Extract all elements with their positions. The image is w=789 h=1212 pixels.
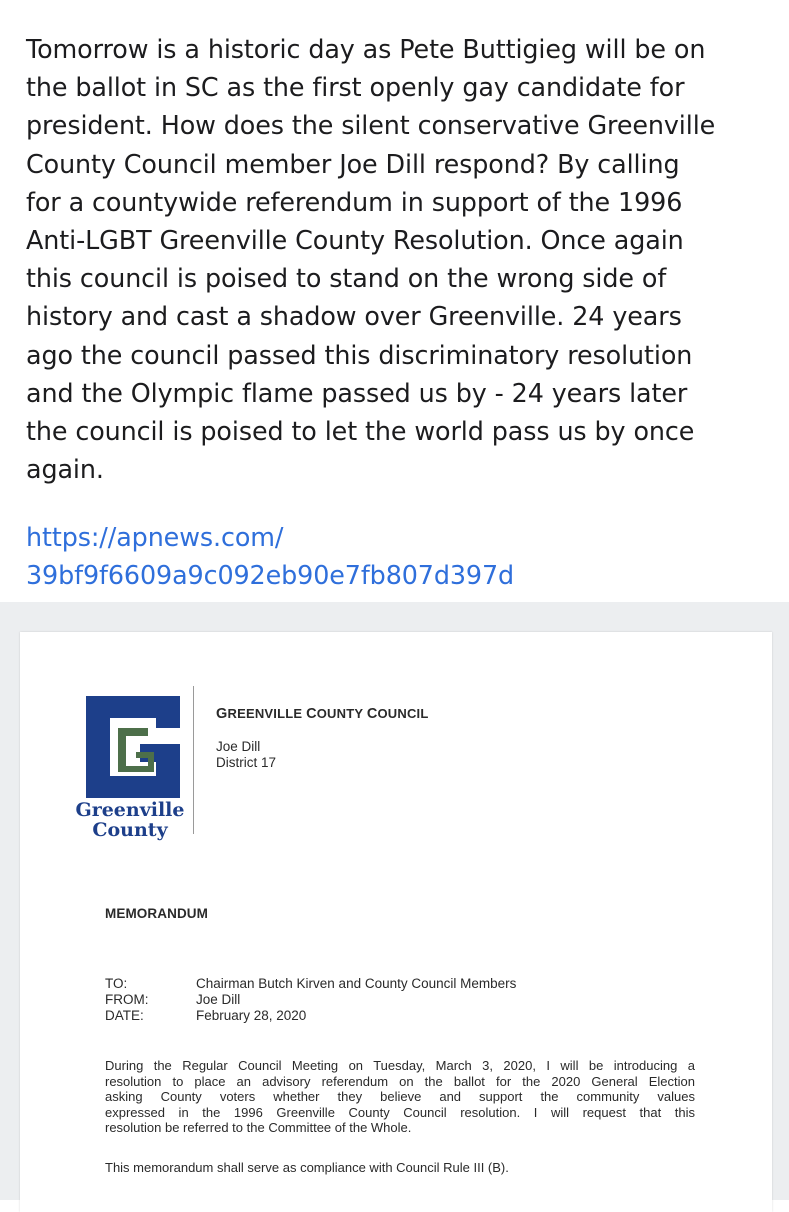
memo-body-line: asking County voters whether they believe and support the community values [105,1089,695,1105]
memo-row-to [105,976,516,992]
memo-label: TO: [105,976,128,991]
attached-image[interactable] [0,618,789,1200]
post-text-line: ago the council passed this discriminatory resolution [26,339,693,370]
post-text-line: Tomorrow is a historic day as Pete Buttigieg will be on [26,34,706,64]
council-heading-part: G [216,706,228,722]
memo-value: February 28, 2020 [196,1008,307,1023]
post-text-line: the council is poised to let the world pass us by once [26,416,695,447]
memo-title: MEMORANDUM [105,906,208,921]
post-card [0,0,789,602]
post-text-line: the ballot in SC as the first openly gay candidate for [26,72,685,103]
memo-body [105,1058,695,1136]
council-heading-part: OUNTY [316,706,367,721]
news-link-line[interactable]: https://apnews.com/ [26,522,284,552]
memo-footer: This memorandum shall serve as compliance with Council Rule III (B). [105,1160,509,1175]
memo-value: Joe Dill [196,992,241,1007]
council-heading [216,706,429,722]
logo-wordmark-greenville: Greenville [75,799,185,821]
section-divider [0,602,789,618]
memo-value: Chairman Butch Kirven and County Council Members [196,976,517,991]
memo-row-from [105,992,516,1008]
letterhead-divider [193,686,194,834]
memo-label: DATE: [105,1008,144,1023]
memo-row-date [105,1008,516,1024]
greenville-county-logo-icon [78,688,194,808]
post-text-line: history and cast a shadow over Greenville. 24 years [26,301,682,332]
member-district: District 17 [216,755,277,770]
news-link[interactable] [26,518,771,594]
memo-label: FROM: [105,992,149,1007]
post-text [26,30,771,488]
memo-body-line: resolution be referred to the Committee of the Whole. [105,1120,412,1136]
post-text-line: this council is poised to stand on the wrong side of [26,263,667,294]
post-text-line: County Council member Joe Dill respond? By calling [26,148,680,179]
news-link-line[interactable]: 39bf9f6609a9c092eb90e7fb807d397d [26,560,515,591]
post-text-line: again. [26,454,104,485]
memorandum-document [20,632,772,1212]
memo-header [105,976,516,1024]
member-name: Joe Dill [216,739,261,754]
council-heading-part: C [306,706,317,722]
post-text-line: and the Olympic flame passed us by - 24 years later [26,377,688,408]
memo-body-line: resolution to place an advisory referendum on the ballot for the 2020 General Election [105,1073,695,1089]
council-heading-part: REENVILLE [227,706,307,721]
member-info [216,739,276,771]
memo-body-line: expressed in the 1996 Greenville County Council resolution. I will request that this [105,1104,695,1120]
logo-wordmark-county: County [92,819,168,841]
memo-body-line: During the Regular Council Meeting on Tuesday, March 3, 2020, I will be introducing a [105,1058,695,1073]
council-heading-part: OUNCIL [377,706,429,721]
post-text-line: for a countywide referendum in support of the 1996 [26,186,683,217]
council-heading-part: C [366,706,378,722]
post-text-line: president. How does the silent conservative Greenville [26,110,716,141]
post-text-line: Anti-LGBT Greenville County Resolution. Once again [26,225,684,256]
